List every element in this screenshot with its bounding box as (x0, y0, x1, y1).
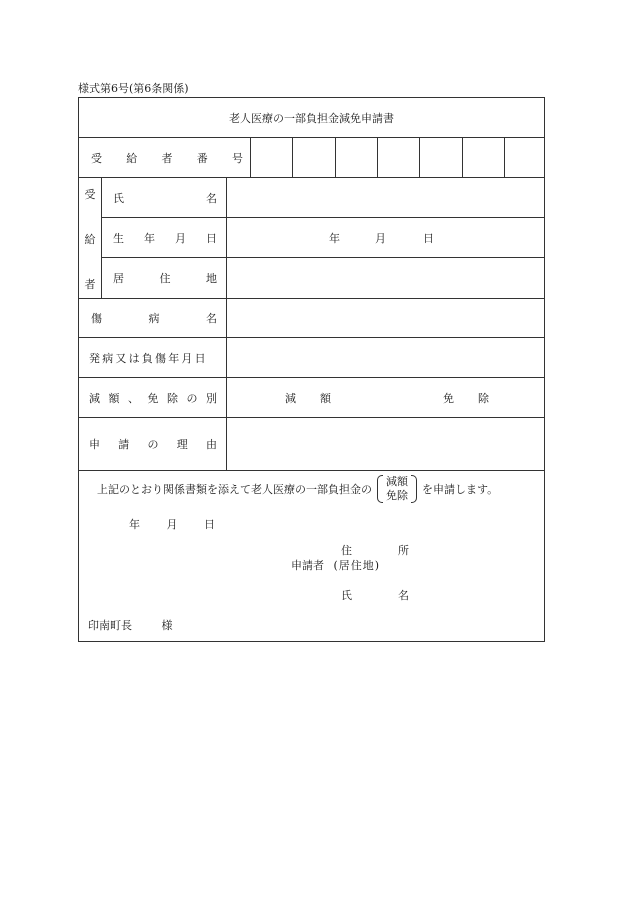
label-char: 額 (320, 391, 331, 405)
label-char: 除 (478, 391, 489, 405)
applicant-prefix: 申請者 (291, 559, 324, 572)
day-marker: 日 (423, 231, 434, 245)
label-char: 号 (232, 151, 243, 165)
name-label (113, 178, 217, 217)
label-char: 由 (206, 438, 217, 451)
reason-field[interactable] (227, 418, 544, 470)
label-char: 別 (206, 391, 217, 405)
honorific: 様 (161, 619, 173, 632)
statement-text: 上記のとおり関係書類を添えて老人医療の一部負担金の (97, 483, 372, 496)
label-char: 住 (341, 544, 352, 557)
birthdate-row (102, 218, 544, 258)
date-line[interactable] (129, 516, 215, 532)
address-label (113, 258, 217, 298)
injury-label (91, 298, 217, 337)
birthdate-label (113, 218, 217, 257)
number-box-7[interactable] (505, 138, 544, 177)
month-marker: 月 (375, 231, 386, 245)
recipient-number-row (79, 138, 544, 178)
label-char: 額 (108, 391, 120, 405)
day-marker: 日 (204, 518, 215, 531)
label-char: 名 (398, 589, 409, 602)
recipient-number-label (91, 138, 243, 177)
label-char: 免 (147, 391, 159, 405)
label-char: 、 (128, 391, 139, 405)
address-row (102, 258, 544, 298)
number-box-5[interactable] (420, 138, 462, 177)
recipient-group (79, 178, 544, 299)
number-box-1[interactable] (251, 138, 292, 177)
label-char: 病 (148, 311, 160, 325)
label-char: 名 (206, 191, 217, 205)
addressee: 印南町長 (88, 619, 132, 632)
statement-option-reduction: 減額 (386, 475, 408, 488)
label-char: 請 (118, 438, 130, 451)
number-box-4[interactable] (378, 138, 419, 177)
label-char: 年 (144, 231, 155, 245)
onset-row (79, 338, 544, 378)
category-row (79, 378, 544, 418)
category-label (89, 378, 217, 417)
onset-field[interactable] (227, 338, 544, 377)
label-char: 番 (196, 151, 208, 165)
declaration-section (79, 471, 544, 641)
label-char: の (147, 438, 159, 451)
applicant-address-label (341, 542, 409, 558)
label-char: の (186, 391, 198, 405)
injury-row (79, 298, 544, 338)
injury-field[interactable] (227, 298, 544, 337)
label-char: 氏 (113, 191, 124, 205)
label-char: 名 (206, 311, 217, 325)
option-reduction[interactable] (285, 378, 331, 417)
label-char: 地 (206, 272, 217, 285)
onset-label: 発病又は負傷年月日 (89, 351, 208, 365)
addressee-line (88, 617, 173, 633)
label-char: 減 (89, 391, 100, 405)
birthdate-field[interactable] (227, 218, 544, 257)
label-char: 住 (159, 272, 171, 285)
label-char: 者 (84, 278, 96, 291)
reason-label (89, 418, 217, 470)
label-char: 生 (113, 231, 124, 245)
label-char: 給 (84, 233, 96, 246)
statement-option-exemption: 免除 (386, 489, 408, 502)
number-box-3[interactable] (336, 138, 377, 177)
applicant-line (291, 557, 380, 573)
name-field[interactable] (227, 178, 544, 217)
number-box-2[interactable] (293, 138, 335, 177)
label-char: 傷 (91, 311, 102, 325)
applicant-name-label (341, 587, 409, 603)
option-brace (377, 475, 417, 503)
year-marker: 年 (129, 518, 140, 531)
application-form (78, 97, 545, 642)
form-title: 老人医療の一部負担金減免申請書 (229, 111, 394, 125)
label-char: 申 (89, 438, 100, 451)
label-char: 居 (113, 272, 124, 285)
label-char: 月 (175, 231, 186, 245)
option-exemption[interactable] (443, 378, 489, 417)
address-field[interactable] (227, 258, 544, 297)
label-char: 除 (167, 391, 178, 405)
label-char: 日 (206, 231, 217, 245)
label-char: 者 (161, 151, 173, 165)
month-marker: 月 (166, 518, 178, 531)
label-char: 免 (443, 391, 454, 405)
name-row (102, 178, 544, 218)
label-char: 受 (84, 188, 96, 201)
number-box-6[interactable] (463, 138, 504, 177)
year-marker: 年 (329, 231, 340, 245)
statement-text-end: を申請します。 (422, 483, 499, 496)
label-char: 氏 (341, 589, 352, 602)
reason-row (79, 418, 544, 471)
statement-line (97, 475, 498, 503)
recipient-group-label (79, 178, 101, 298)
label-char: 減 (285, 391, 296, 405)
label-char: 所 (398, 544, 409, 557)
form-caption: 様式第6号(第6条関係) (78, 82, 189, 95)
applicant-residence: (居住地) (333, 559, 381, 572)
title-row (79, 98, 544, 138)
label-char: 給 (126, 151, 138, 165)
label-char: 受 (91, 151, 102, 165)
label-char: 理 (176, 438, 188, 451)
